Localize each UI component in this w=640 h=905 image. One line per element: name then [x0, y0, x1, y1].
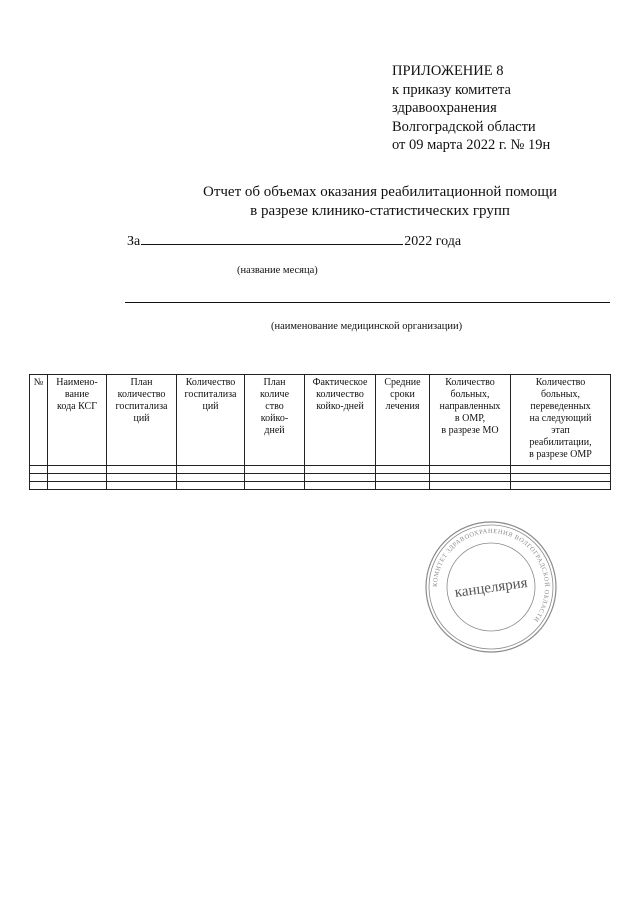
- stamp-text: канцелярия: [453, 574, 529, 602]
- appendix-block: [392, 62, 550, 155]
- month-caption: (название месяца): [237, 265, 318, 276]
- period-line: [127, 232, 461, 250]
- column-header-line: Фактическое: [312, 377, 368, 388]
- table-row: [30, 466, 611, 474]
- report-table: [29, 374, 611, 490]
- table-cell[interactable]: [376, 474, 430, 482]
- column-header: [245, 375, 305, 466]
- column-header-line: койко-дней: [316, 401, 364, 412]
- column-header-line: госпитализа: [184, 389, 237, 400]
- column-header-line: реабилитации,: [529, 437, 592, 448]
- table-cell[interactable]: [511, 466, 611, 474]
- column-header-line: на следующий: [529, 413, 592, 424]
- column-header-line: этап: [551, 425, 570, 436]
- appendix-line: к приказу комитета: [392, 81, 511, 98]
- table-cell[interactable]: [376, 466, 430, 474]
- table-cell[interactable]: [305, 466, 376, 474]
- column-header-line: Количество: [185, 377, 236, 388]
- column-header-line: вание: [64, 389, 90, 400]
- column-header-line: количество: [316, 389, 364, 400]
- column-header-line: Наимено-: [56, 377, 98, 388]
- period-suffix: 2022 года: [404, 234, 462, 249]
- column-header-line: в ОМР,: [454, 413, 486, 424]
- column-header-line: ций: [202, 401, 219, 412]
- appendix-line: ПРИЛОЖЕНИЕ 8: [392, 63, 504, 79]
- column-header-line: госпитализа: [115, 401, 168, 412]
- table-cell[interactable]: [30, 466, 48, 474]
- column-header-line: Количество: [445, 377, 495, 388]
- column-header: [107, 375, 177, 466]
- table-cell[interactable]: [430, 466, 511, 474]
- table-cell[interactable]: [376, 482, 430, 490]
- table-cell[interactable]: [177, 482, 245, 490]
- column-header-line: План: [130, 377, 153, 388]
- column-header-line: лечения: [385, 401, 420, 412]
- organization-blank-line: [125, 302, 610, 303]
- table-cell[interactable]: [305, 474, 376, 482]
- column-header: [177, 375, 245, 466]
- table-cell[interactable]: [177, 466, 245, 474]
- column-header: [430, 375, 511, 466]
- column-header-line: Средние: [384, 377, 421, 388]
- column-header-line: направленных: [439, 401, 501, 412]
- column-header-line: больных,: [540, 389, 581, 400]
- table-cell[interactable]: [107, 466, 177, 474]
- column-header: [305, 375, 376, 466]
- column-header-line: в разрезе МО: [441, 425, 499, 436]
- table-cell[interactable]: [48, 466, 107, 474]
- table-row: [30, 474, 611, 482]
- title-line-2: в разрезе клинико-статистических групп: [250, 203, 510, 219]
- table-cell[interactable]: [245, 474, 305, 482]
- table-cell[interactable]: [30, 474, 48, 482]
- table-cell[interactable]: [430, 482, 511, 490]
- table-cell[interactable]: [48, 482, 107, 490]
- column-header: [511, 375, 611, 466]
- column-header: [376, 375, 430, 466]
- table-cell[interactable]: [30, 482, 48, 490]
- column-header-line: в разрезе ОМР: [529, 449, 592, 460]
- table-cell[interactable]: [430, 474, 511, 482]
- appendix-line: от 09 марта 2022 г. № 19н: [392, 137, 551, 153]
- column-header-line: количе: [259, 389, 290, 400]
- column-header-line: больных,: [450, 389, 490, 400]
- column-header-line: переведенных: [530, 401, 591, 412]
- table-cell[interactable]: [177, 474, 245, 482]
- table-cell[interactable]: [305, 482, 376, 490]
- title-line-1: Отчет об объемах оказания реабилитационной помощи: [202, 184, 558, 200]
- column-header-line: Количество: [535, 377, 586, 388]
- table-cell[interactable]: [107, 474, 177, 482]
- document-title: [0, 183, 640, 221]
- table-header-row: [30, 375, 611, 466]
- column-header-line: кода КСГ: [57, 401, 97, 412]
- table-cell[interactable]: [107, 482, 177, 490]
- column-header-line: ство: [265, 401, 284, 412]
- table-cell[interactable]: [48, 474, 107, 482]
- organization-caption: (наименование медицинской организации): [271, 321, 463, 332]
- table-cell[interactable]: [245, 482, 305, 490]
- month-blank-line: [141, 232, 403, 245]
- stamp-seal: [424, 520, 558, 654]
- table-row: [30, 482, 611, 490]
- svg-text:КОМИТЕТ ЗДРАВООХРАНЕНИЯ ВОЛГОГ: КОМИТЕТ ЗДРАВООХРАНЕНИЯ ВОЛГОГРАДСКОЙ ОБЛАСТИ: [431, 527, 551, 624]
- column-header-line: №: [33, 377, 44, 388]
- appendix-line: здравоохранения: [392, 100, 497, 116]
- column-header-line: сроки: [390, 389, 415, 400]
- table-cell[interactable]: [511, 482, 611, 490]
- period-prefix: За: [127, 234, 141, 249]
- table-cell[interactable]: [511, 474, 611, 482]
- column-header: [48, 375, 107, 466]
- column-header-line: количество: [117, 389, 166, 400]
- column-header-line: План: [263, 377, 286, 388]
- appendix-line: Волгоградской области: [392, 118, 536, 135]
- table-cell[interactable]: [245, 466, 305, 474]
- column-header: [30, 375, 48, 466]
- column-header-line: дней: [264, 425, 285, 436]
- column-header-line: койко-: [260, 413, 289, 424]
- column-header-line: ций: [133, 413, 150, 424]
